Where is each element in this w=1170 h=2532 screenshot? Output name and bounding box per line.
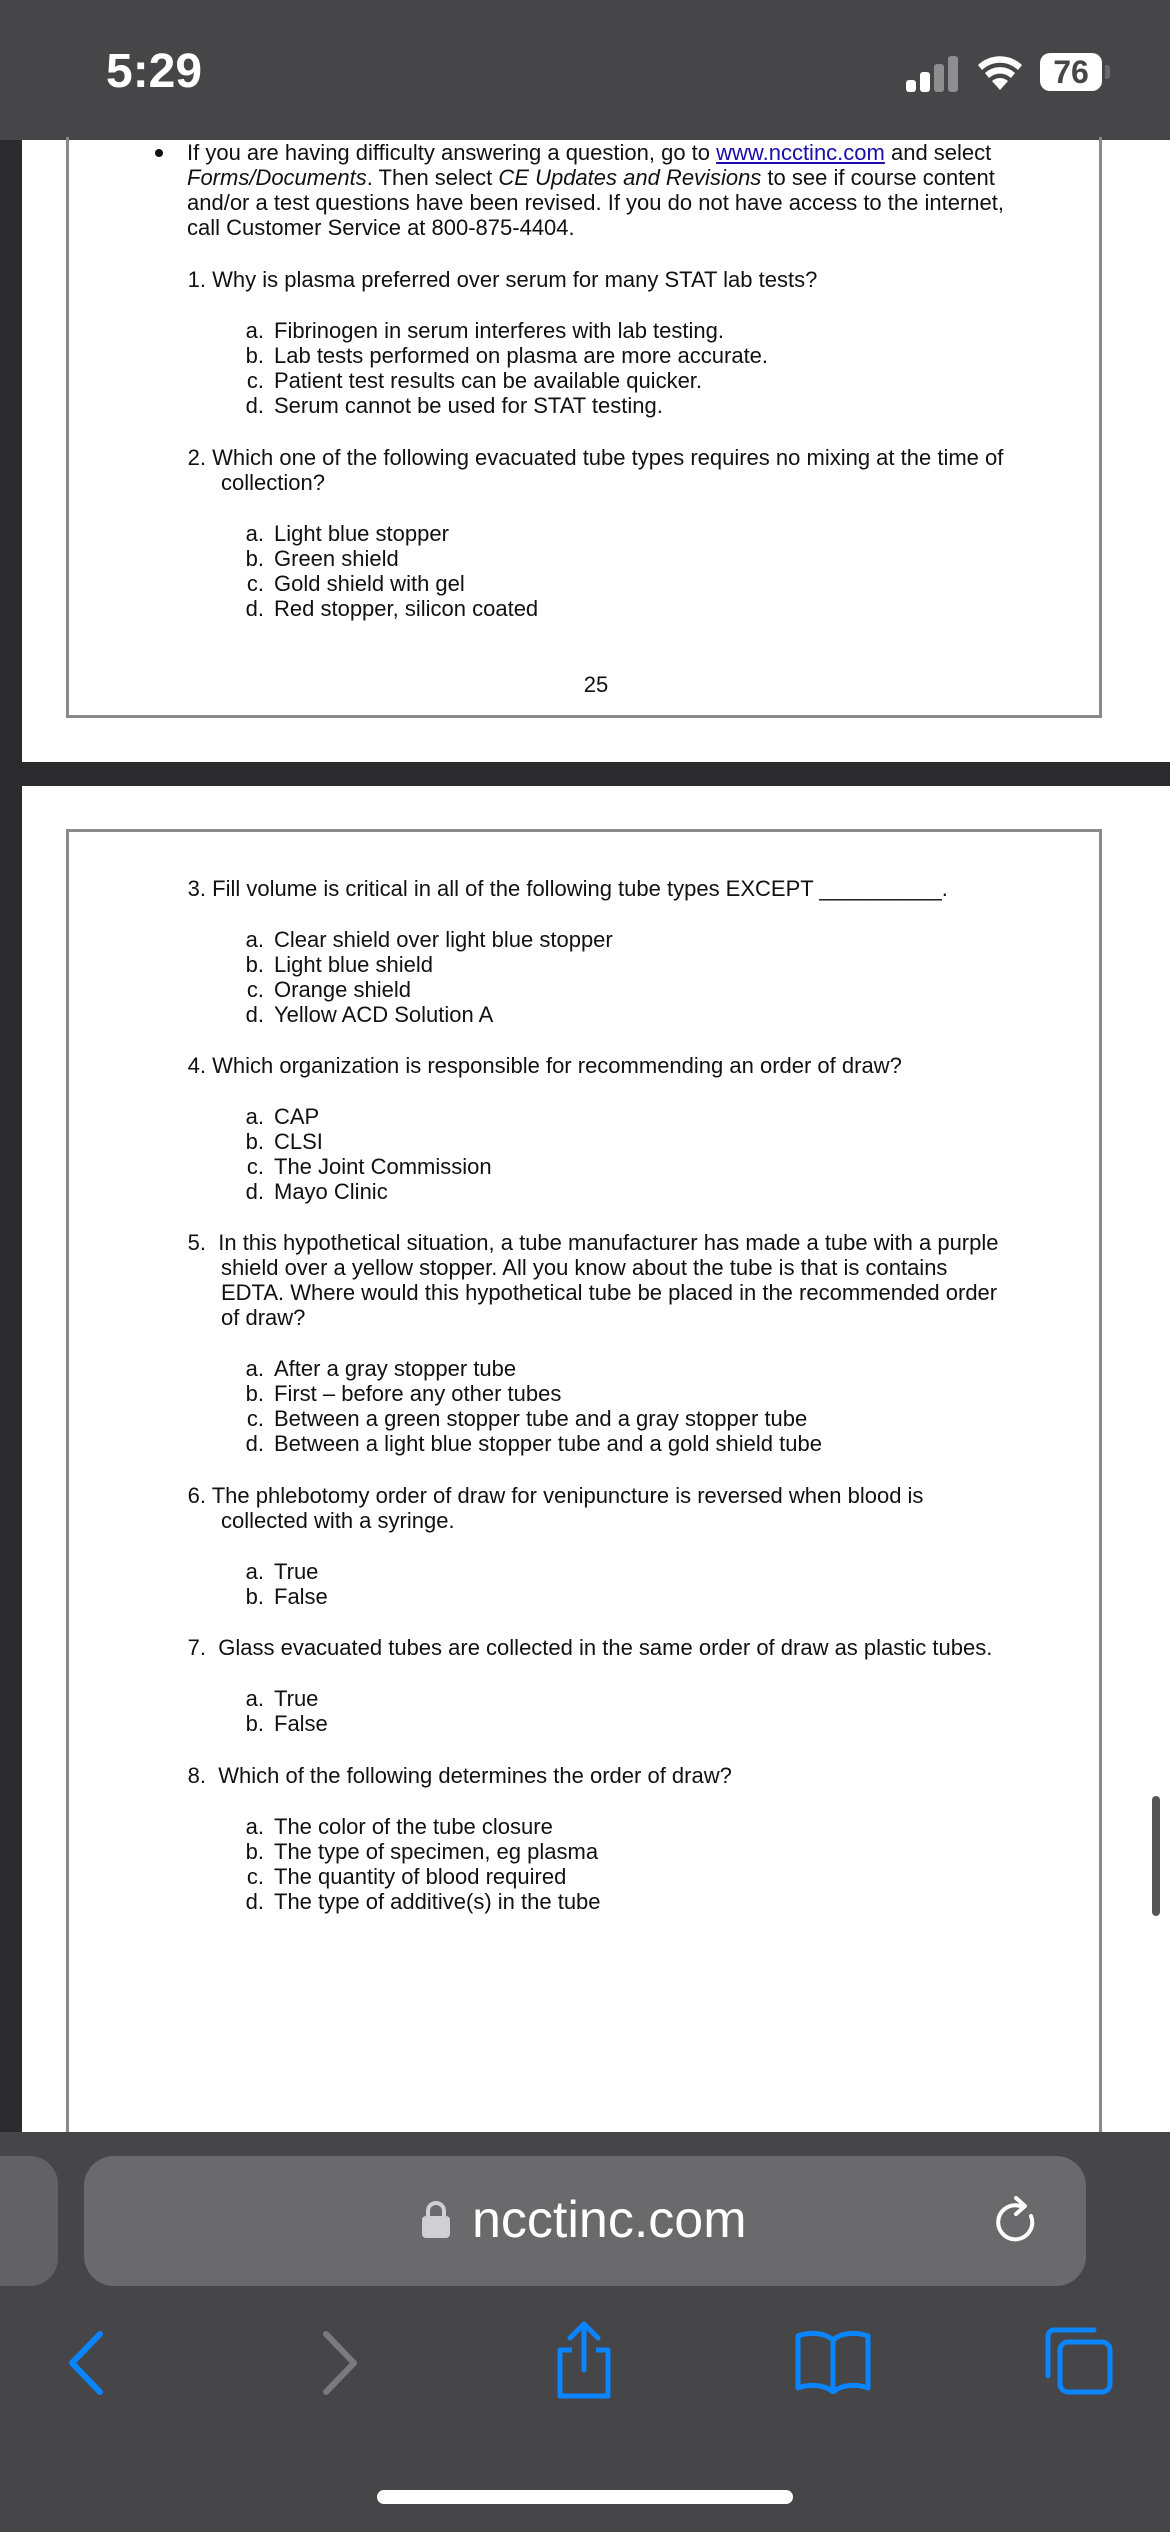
scroll-indicator[interactable] bbox=[1152, 1796, 1160, 1916]
q4-option-c: c. The Joint Commission bbox=[246, 1154, 492, 1179]
q5-option-a: a. After a gray stopper tube bbox=[245, 1356, 517, 1381]
page-number: 25 bbox=[583, 672, 609, 697]
q5-option-c: c. Between a green stopper tube and a gray stopper tube bbox=[246, 1406, 808, 1431]
q1-option-d: d. Serum cannot be used for STAT testing. bbox=[245, 393, 663, 418]
previous-tab-preview[interactable] bbox=[0, 2156, 58, 2286]
note-line-4: call Customer Service at 800-875-4404. bbox=[187, 215, 575, 240]
q2-option-a: a. Light blue stopper bbox=[245, 521, 449, 546]
q6-option-a: a. True bbox=[245, 1559, 319, 1584]
home-indicator[interactable] bbox=[377, 2490, 793, 2504]
note-line-3: and/or a test questions have been revised. If you do not have access to the internet, bbox=[187, 190, 1004, 215]
q2-option-d: d. Red stopper, silicon coated bbox=[245, 596, 539, 621]
q1-option-b: b. Lab tests performed on plasma are more accurate. bbox=[245, 343, 769, 368]
battery-level: 76 bbox=[1053, 54, 1089, 90]
question-5-line-4: of draw? bbox=[221, 1305, 306, 1330]
q4-option-b: b. CLSI bbox=[245, 1129, 323, 1154]
q8-option-a: a. The color of the tube closure bbox=[245, 1814, 553, 1839]
question-6: 6. The phlebotomy order of draw for venipuncture is reversed when blood is bbox=[187, 1483, 924, 1508]
q3-option-d: d. Yellow ACD Solution A bbox=[245, 1002, 494, 1027]
back-chevron-icon[interactable] bbox=[66, 2330, 106, 2396]
forward-chevron-icon[interactable] bbox=[320, 2330, 360, 2396]
question-7: 7. Glass evacuated tubes are collected in the same order of draw as plastic tubes. bbox=[187, 1635, 993, 1660]
bullet-point bbox=[155, 149, 163, 157]
note-line-2: Forms/Documents. Then select CE Updates and Revisions to see if course content bbox=[187, 165, 995, 190]
share-icon[interactable] bbox=[552, 2320, 616, 2400]
q7-option-a: a. True bbox=[245, 1686, 319, 1711]
reload-icon[interactable] bbox=[992, 2194, 1042, 2248]
ncct-website-link[interactable]: www.ncctinc.com bbox=[716, 140, 885, 165]
q3-option-a: a. Clear shield over light blue stopper bbox=[245, 927, 613, 952]
battery-icon bbox=[1040, 53, 1102, 91]
q8-option-b: b. The type of specimen, eg plasma bbox=[245, 1839, 599, 1864]
q7-option-b: b. False bbox=[245, 1711, 328, 1736]
question-8: 8. Which of the following determines the order of draw? bbox=[187, 1763, 732, 1788]
question-6-line-2: collected with a syringe. bbox=[221, 1508, 455, 1533]
note-line-1: If you are having difficulty answering a question, go to www.ncctinc.com and select bbox=[187, 140, 992, 165]
question-3: 3. Fill volume is critical in all of the following tube types EXCEPT __________. bbox=[187, 876, 948, 901]
q5-option-b: b. First – before any other tubes bbox=[245, 1381, 562, 1406]
q3-option-c: c. Orange shield bbox=[246, 977, 411, 1002]
q1-option-c: c. Patient test results can be available quicker. bbox=[246, 368, 703, 393]
q4-option-d: d. Mayo Clinic bbox=[245, 1179, 388, 1204]
question-4: 4. Which organization is responsible for recommending an order of draw? bbox=[187, 1053, 902, 1078]
q2-option-c: c. Gold shield with gel bbox=[246, 571, 465, 596]
q6-option-b: b. False bbox=[245, 1584, 328, 1609]
q1-option-a: a. Fibrinogen in serum interferes with lab testing. bbox=[245, 318, 724, 343]
status-time: 5:29 bbox=[106, 45, 203, 98]
q2-option-b: b. Green shield bbox=[245, 546, 399, 571]
q3-option-b: b. Light blue shield bbox=[245, 952, 434, 977]
question-2-line-2: collection? bbox=[221, 470, 325, 495]
q8-option-d: d. The type of additive(s) in the tube bbox=[245, 1889, 601, 1914]
question-5-line-3: EDTA. Where would this hypothetical tube be placed in the recommended order bbox=[221, 1280, 998, 1305]
tabs-icon[interactable] bbox=[1044, 2326, 1114, 2396]
lock-icon bbox=[420, 2200, 452, 2240]
cellular-signal-icon bbox=[906, 54, 958, 92]
document-page-26 bbox=[22, 786, 1170, 2136]
address-domain[interactable]: ncctinc.com bbox=[472, 2191, 747, 2249]
question-1: 1. Why is plasma preferred over serum for many STAT lab tests? bbox=[187, 267, 818, 292]
question-5-line-2: shield over a yellow stopper. All you know about the tube is that is contains bbox=[221, 1255, 948, 1280]
status-bar bbox=[0, 0, 1170, 140]
question-5: 5. In this hypothetical situation, a tube manufacturer has made a tube with a purple bbox=[187, 1230, 999, 1255]
q5-option-d: d. Between a light blue stopper tube and a gold shield tube bbox=[245, 1431, 822, 1456]
question-2: 2. Which one of the following evacuated tube types requires no mixing at the time of bbox=[187, 445, 1004, 470]
wifi-icon bbox=[976, 52, 1024, 92]
q8-option-c: c. The quantity of blood required bbox=[246, 1864, 567, 1889]
bookmarks-book-icon[interactable] bbox=[794, 2328, 872, 2394]
q4-option-a: a. CAP bbox=[245, 1104, 320, 1129]
battery-tip bbox=[1105, 65, 1110, 79]
document-page-25 bbox=[22, 140, 1170, 762]
